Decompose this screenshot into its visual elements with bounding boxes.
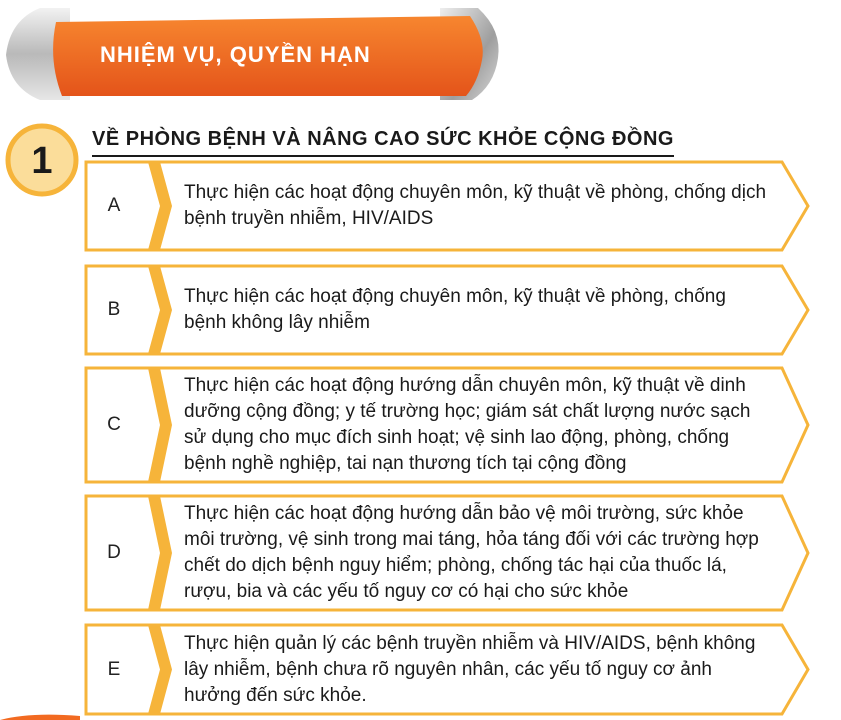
section-title: VỀ PHÒNG BỆNH VÀ NÂNG CAO SỨC KHỎE CỘNG ĐỒNG xyxy=(92,128,674,157)
item-letter: A xyxy=(107,195,121,216)
item-letter: D xyxy=(107,542,121,563)
section-number: 1 xyxy=(31,140,53,182)
item-text: Thực hiện các hoạt động hướng dẫn bảo vệ môi trường, sức khỏe môi trường, vệ sinh trong mai táng, hỏa táng đối với các trường hợp chết do dịch bệnh nguy hiểm; phòng, chống tác hại của thuốc lá, rượu, bia và các yếu tố nguy cơ có hại cho sức khỏe xyxy=(184,503,759,602)
list-item-b xyxy=(84,264,810,356)
item-letter: B xyxy=(107,299,121,320)
header-banner xyxy=(0,0,520,110)
banner-title: NHIỆM VỤ, QUYỀN HẠN xyxy=(100,42,371,67)
badge-circle xyxy=(4,122,80,198)
item-letter: C xyxy=(107,414,121,435)
item-text: Thực hiện các hoạt động chuyên môn, kỹ thuật về phòng, chống bệnh không lây nhiễm xyxy=(184,286,726,333)
item-text: Thực hiện quản lý các bệnh truyền nhiễm và HIV/AIDS, bệnh không lây nhiễm, bệnh chưa rõ nguyên nhân, các yếu tố nguy cơ ảnh hưởng đến sức khỏe. xyxy=(184,632,756,706)
list-item-a xyxy=(84,160,810,252)
section-number-badge xyxy=(4,122,80,198)
list-item-c xyxy=(84,366,810,484)
item-text: Thực hiện các hoạt động chuyên môn, kỹ thuật về phòng, chống dịch bệnh truyền nhiễm, HIV/AIDS xyxy=(184,182,767,229)
item-letter: E xyxy=(107,658,121,680)
list-item-d xyxy=(84,494,810,612)
list-item-e xyxy=(84,623,810,716)
item-text: Thực hiện các hoạt động hướng dẫn chuyên môn, kỹ thuật về dinh dưỡng cộng đồng; y tế trường học; giám sát chất lượng nước sạch sử dụng cho mục đích sinh hoạt; vệ sinh lao động, phòng, chống bệnh nghề nghiệp, tai nạn thương tích tại cộng đồng xyxy=(184,375,751,474)
